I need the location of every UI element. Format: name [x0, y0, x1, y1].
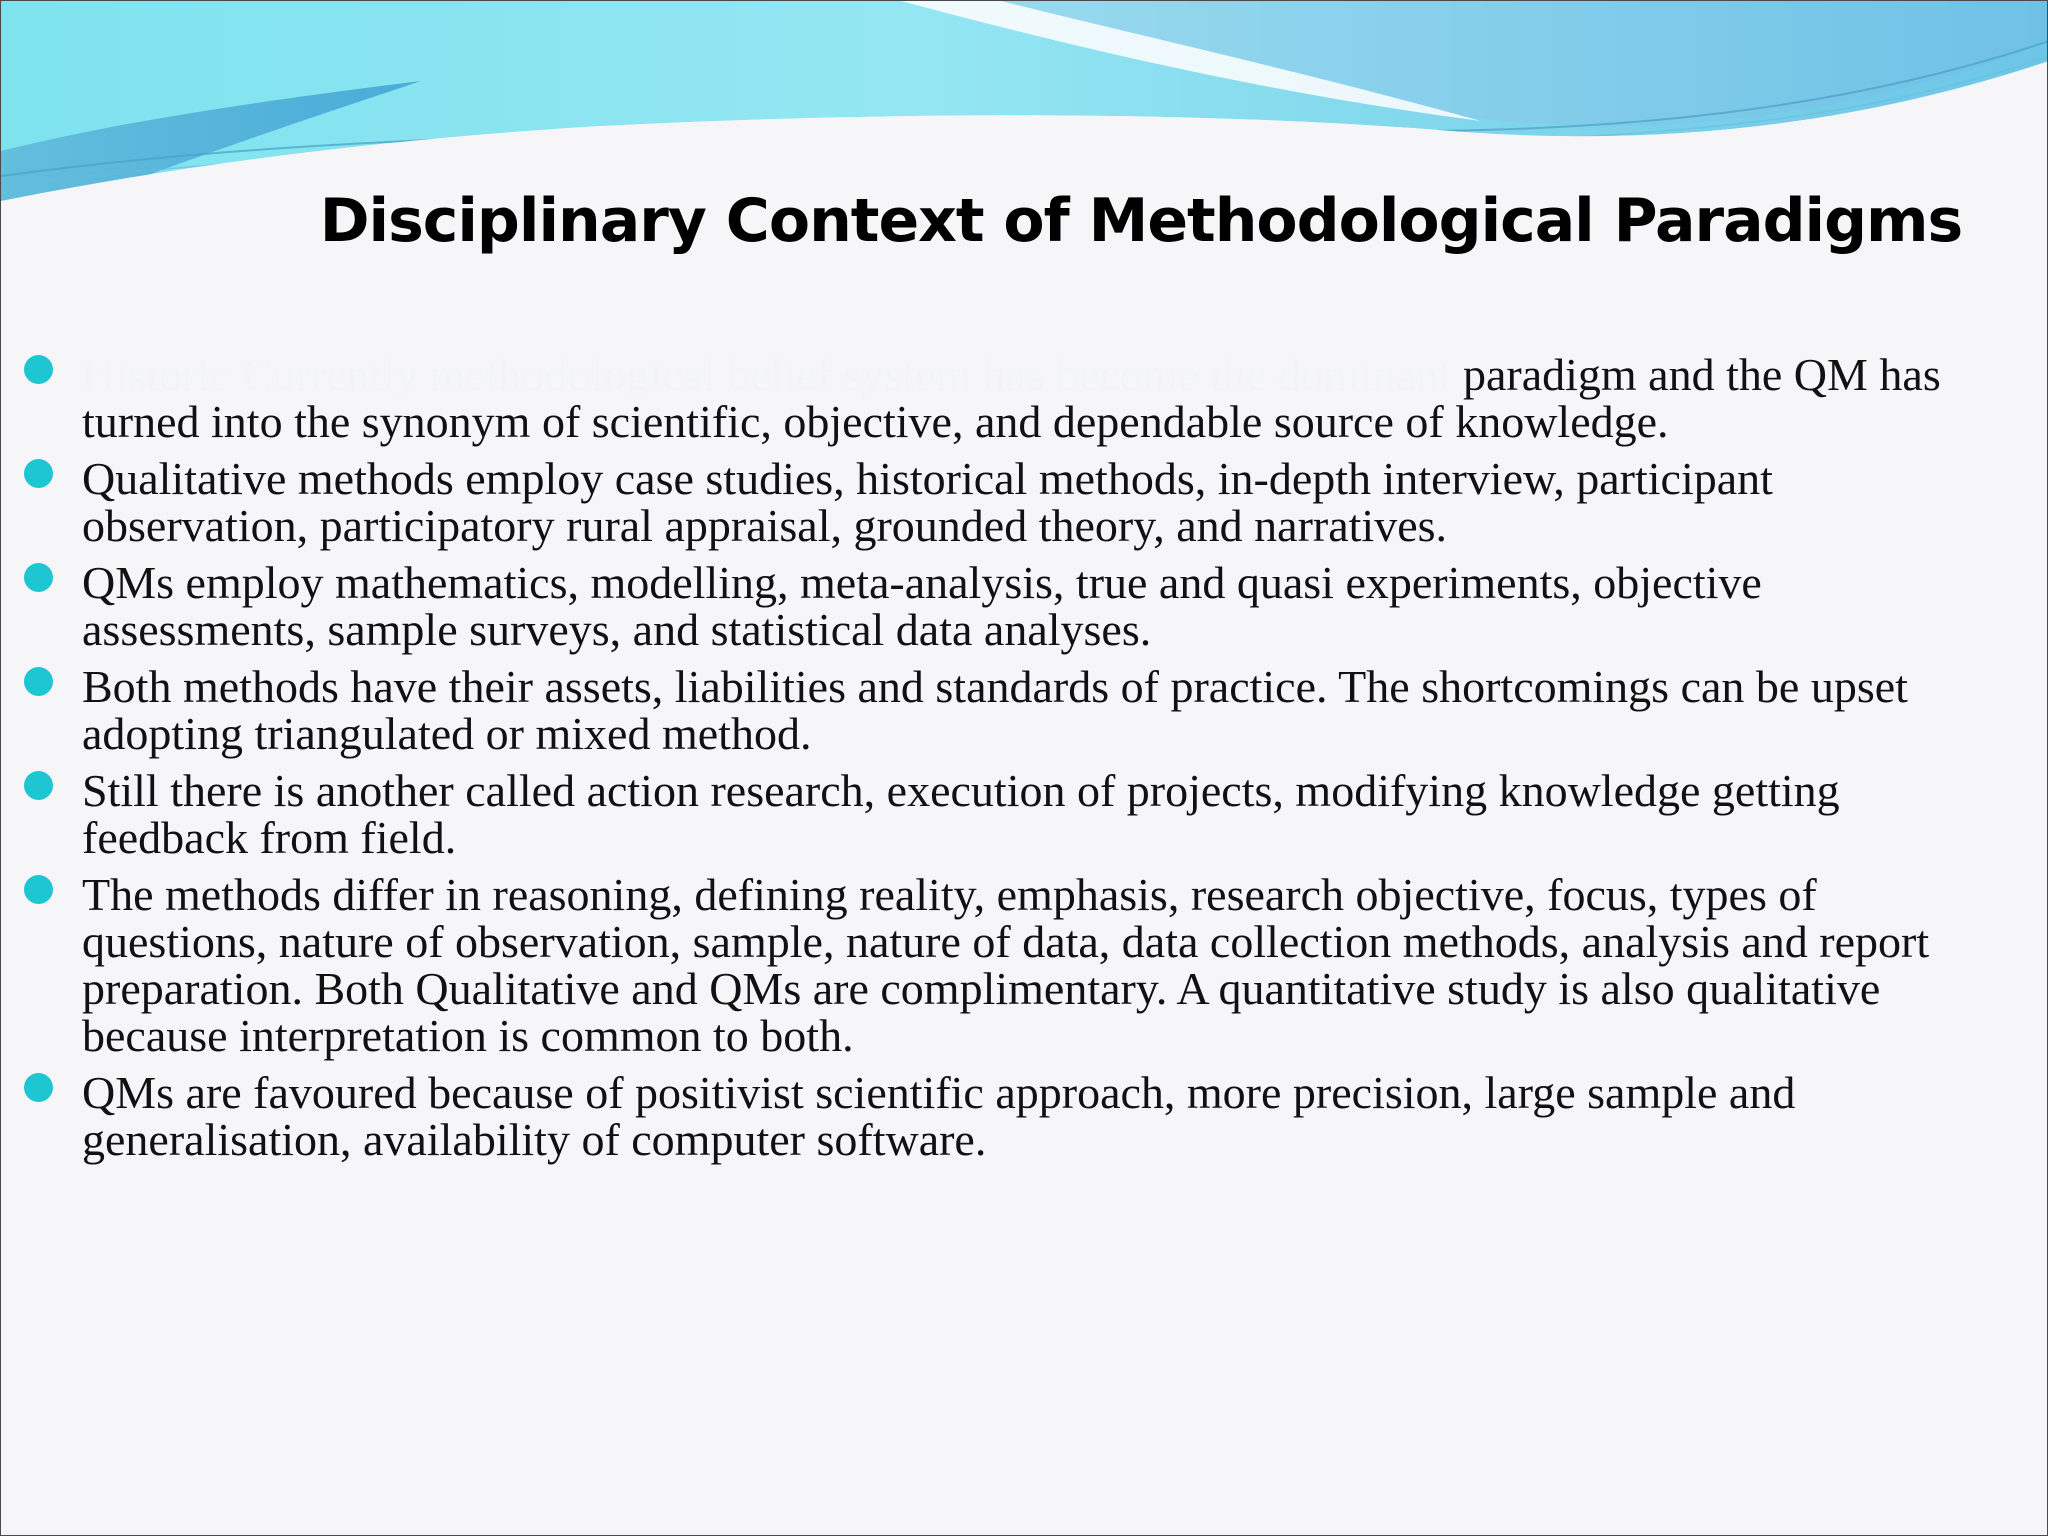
bullet-text: Still there is another called action research, execution of projects, modifying knowledge getting feedback from field. [82, 765, 1840, 863]
bullet-text: paradigm and the QM has turned into the synonym of scientific, objective, and dependable source of knowledge. [82, 349, 1941, 447]
bullet-text: Qualitative methods employ case studies, historical methods, in-depth interview, participant observation, participatory rural appraisal, grounded theory, and narratives. [82, 453, 1773, 551]
bullet-item [1, 455, 1991, 549]
bullet-dot-icon [24, 875, 53, 904]
bullet-text: QMs employ mathematics, modelling, meta-analysis, true and quasi experiments, objective assessments, sample surveys, and statistical data analyses. [82, 557, 1762, 655]
bullet-text: QMs are favoured because of positivist scientific approach, more precision, large sample and generalisation, availability of computer software. [82, 1067, 1796, 1165]
bullet-item [1, 871, 1991, 1059]
bullet-faded-text: Historic Currently methodological belief system has become the dominant [82, 349, 1452, 400]
bullet-dot-icon [24, 1073, 53, 1102]
bullet-list [1, 351, 1991, 1173]
bullet-item [1, 559, 1991, 653]
bullet-text: The methods differ in reasoning, defining reality, emphasis, research objective, focus, types of questions, nature of observation, sample, nature of data, data collection methods, analysis and report preparation. Both Qualitative and QMs are complimentary. A quantitative study is also qualitative because interpretation is common to both. [82, 869, 1930, 1061]
bullet-dot-icon [24, 355, 53, 384]
bullet-item [1, 663, 1991, 757]
bullet-text: Both methods have their assets, liabilities and standards of practice. The shortcomings can be upset adopting triangulated or mixed method. [82, 661, 1908, 759]
bullet-dot-icon [24, 459, 53, 488]
bullet-dot-icon [24, 563, 53, 592]
bullet-item [1, 1069, 1991, 1163]
bullet-dot-icon [24, 667, 53, 696]
slide-title: Disciplinary Context of Methodological Paradigms [319, 186, 1963, 256]
bullet-item [1, 767, 1991, 861]
bullet-dot-icon [24, 771, 53, 800]
bullet-item [1, 351, 1991, 445]
